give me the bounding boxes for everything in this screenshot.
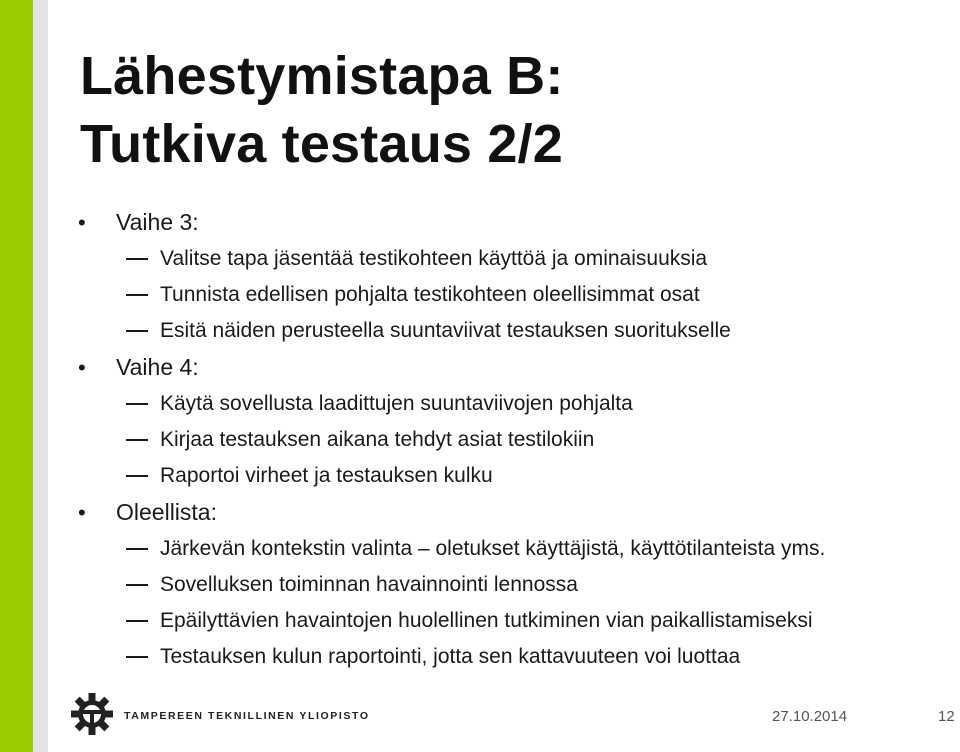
sub-bullet (78, 458, 958, 494)
sub-bullet-text: Sovelluksen toiminnan havainnointi lennossa (160, 573, 578, 596)
dash-icon (126, 584, 148, 586)
dash-icon (126, 439, 148, 441)
sub-bullet (78, 241, 958, 277)
sub-bullet (78, 567, 958, 603)
dash-icon (126, 258, 148, 260)
sub-bullet-text: Esitä näiden perusteella suuntaviivat testauksen suoritukselle (160, 319, 731, 342)
bullet-dot-icon: • (78, 210, 86, 235)
dash-icon (126, 330, 148, 332)
sub-bullet (78, 422, 958, 458)
dash-icon (126, 548, 148, 550)
sub-bullet-text: Epäilyttävien havaintojen huolellinen tutkiminen vian paikallistamiseksi (160, 609, 813, 632)
bullet-dot-icon: • (78, 355, 86, 380)
slide-footer (0, 680, 960, 752)
side-accent-bar (0, 0, 48, 752)
sub-bullet-text: Raportoi virheet ja testauksen kulku (160, 464, 493, 487)
section-heading: Vaihe 4: (116, 354, 199, 380)
sub-bullet-text: Tunnista edellisen pohjalta testikohteen oleellisimmat osat (160, 283, 700, 306)
dash-icon (126, 475, 148, 477)
sub-bullet (78, 277, 958, 313)
section-heading: Oleellista: (116, 499, 217, 525)
section-heading: Vaihe 3: (116, 209, 199, 235)
sub-bullet (78, 386, 958, 422)
sub-bullet (78, 531, 958, 567)
page-number: 12 (938, 708, 955, 725)
sub-bullet-text: Käytä sovellusta laadittujen suuntaviivojen pohjalta (160, 392, 633, 415)
sub-bullet-text: Järkevän kontekstin valinta – oletukset käyttäjistä, käyttötilanteista yms. (160, 537, 826, 560)
sub-bullet (78, 313, 958, 349)
slide-title (80, 42, 564, 178)
bullet-vaihe-4 (78, 349, 958, 386)
sub-bullet (78, 639, 958, 675)
bullet-dot-icon: • (78, 500, 86, 525)
sub-bullet-text: Kirjaa testauksen aikana tehdyt asiat testilokiin (160, 428, 595, 451)
side-bar-green (0, 0, 33, 752)
sub-bullet-text: Valitse tapa jäsentää testikohteen käyttöä ja ominaisuuksia (160, 247, 708, 270)
university-logo-text: TAMPEREEN TEKNILLINEN YLIOPISTO (124, 710, 370, 722)
dash-icon (126, 656, 148, 658)
dash-icon (126, 294, 148, 296)
sub-bullet-text: Testauksen kulun raportointi, jotta sen kattavuuteen voi luottaa (160, 645, 741, 668)
slide-content (78, 204, 958, 675)
bullet-vaihe-3 (78, 204, 958, 241)
title-line-2: Tutkiva testaus 2/2 (80, 114, 563, 174)
slide-date: 27.10.2014 (772, 708, 848, 725)
dash-icon (126, 403, 148, 405)
dash-icon (126, 620, 148, 622)
sub-bullet (78, 603, 958, 639)
title-line-1: Lähestymistapa B: (80, 46, 564, 106)
bullet-oleellista (78, 494, 958, 531)
gear-logo-icon (70, 692, 114, 736)
